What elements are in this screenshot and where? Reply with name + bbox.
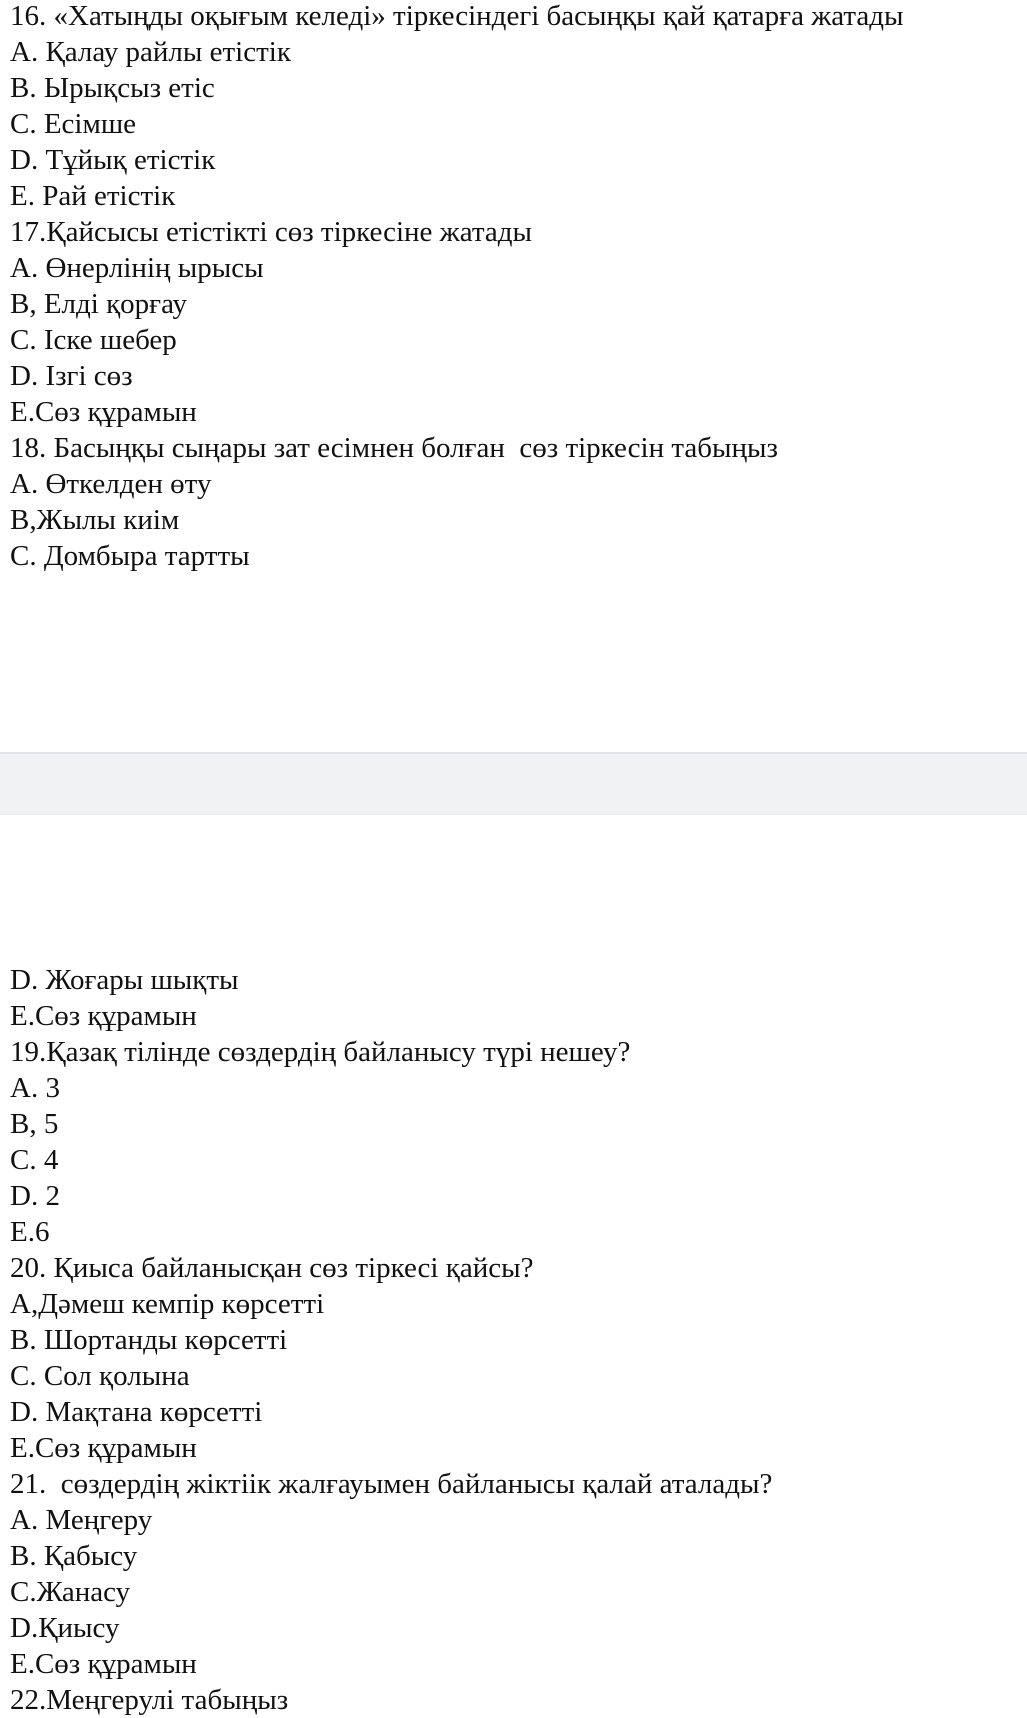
option-b: B,Жылы киім [10,504,180,536]
option-a: A. 3 [10,1072,60,1104]
option-b: B. Шортанды көрсетті [10,1324,288,1356]
option-c: C. Сол қолына [10,1360,190,1392]
option-c: C.Жанасу [10,1576,131,1608]
question-20: 20. Қиыса байланысқан сөз тіркесі қайсы? [10,1252,534,1284]
option-c: C. Есімше [10,108,137,140]
option-a: A. Меңгеру [10,1504,153,1536]
text-block-bottom [10,962,772,1718]
document-page-top [0,0,1027,752]
option-b: B. Ырықсыз етіс [10,72,215,104]
question-18: 18. Басыңқы сыңары зат есімнен болған сөз тіркесін табыңыз [10,432,778,464]
option-d: D. Жоғары шықты [10,964,239,996]
option-d: D.Қиысу [10,1612,120,1644]
option-c: C. Іске шебер [10,324,177,356]
option-d: D. Ізгі сөз [10,360,133,392]
option-c: C. 4 [10,1144,59,1176]
option-e: E.Сөз құрамын [10,1432,197,1464]
option-e: E.Сөз құрамын [10,1648,197,1680]
option-a: A,Дәмеш кемпір көрсетті [10,1288,325,1320]
option-e: E.Сөз құрамын [10,1000,197,1032]
page-separator [0,752,1027,815]
question-22: 22.Меңгерулі табыңыз [10,1684,289,1716]
option-b: B. Қабысу [10,1540,138,1572]
text-block-top [10,0,904,574]
option-a: A. Қалау райлы етістік [10,36,291,68]
option-c: C. Домбыра тартты [10,540,250,572]
option-b: B, 5 [10,1108,59,1140]
document-page-bottom [0,815,1027,1716]
question-16: 16. «Хатыңды оқығым келеді» тіркесіндегі басыңқы қай қатарға жатады [10,0,904,32]
option-e: E.Сөз құрамын [10,396,197,428]
option-d: D. Мақтана көрсетті [10,1396,263,1428]
option-a: A. Өткелден өту [10,468,212,500]
option-e: E.6 [10,1216,50,1248]
question-19: 19.Қазақ тілінде сөздердің байланысу түрі нешеу? [10,1036,631,1068]
option-d: D. 2 [10,1180,60,1212]
option-a: A. Өнерлінің ырысы [10,252,264,284]
option-d: D. Тұйық етістік [10,144,216,176]
option-b: B, Елді қорғау [10,288,187,320]
option-e: E. Рай етістік [10,180,176,212]
question-17: 17.Қайсысы етістікті сөз тіркесіне жатады [10,216,532,248]
question-21: 21. сөздердің жіктіік жалғауымен байланысы қалай аталады? [10,1468,773,1500]
